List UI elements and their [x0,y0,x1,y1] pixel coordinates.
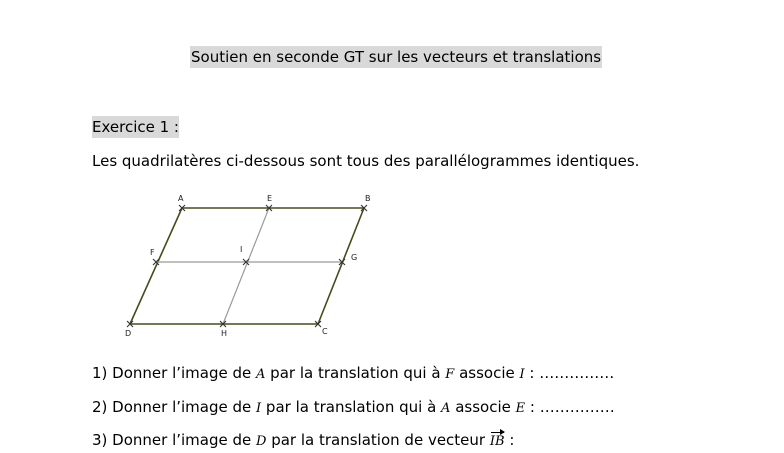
point-D: D [256,434,267,449]
point-E: E [515,401,526,416]
label-D: D [125,329,132,338]
vector-IB: IB [490,431,505,453]
point-F: F [445,367,455,382]
segment-BC [318,208,364,324]
point-A: A [256,367,266,382]
question-2: 2) Donner l’image de I par la translation qui à A associe E : …………… [92,398,615,416]
label-I: I [240,245,243,254]
parallelogram-figure [118,190,378,340]
exercise-intro: Les quadrilatères ci-dessous sont tous des parallélogrammes identiques. [92,152,640,170]
label-E: E [267,194,273,203]
label-H: H [221,329,228,338]
question-3: 3) Donner l’image de D par la translation de vecteur IB : [92,429,514,453]
label-B: B [365,194,371,203]
exercise-heading: Exercice 1 : [92,118,179,136]
question-1: 1) Donner l’image de A par la translation qui à F associe I : …………… [92,364,615,382]
label-C: C [322,327,328,336]
point-I: I [519,367,525,382]
segment-EH [223,208,269,324]
segment-AD [130,208,182,324]
point-A: A [441,401,451,416]
point-I: I [256,401,262,416]
label-A: A [178,194,184,203]
label-F: F [150,248,155,257]
document-title: Soutien en seconde GT sur les vecteurs et translations [191,48,602,66]
label-G: G [351,253,358,262]
